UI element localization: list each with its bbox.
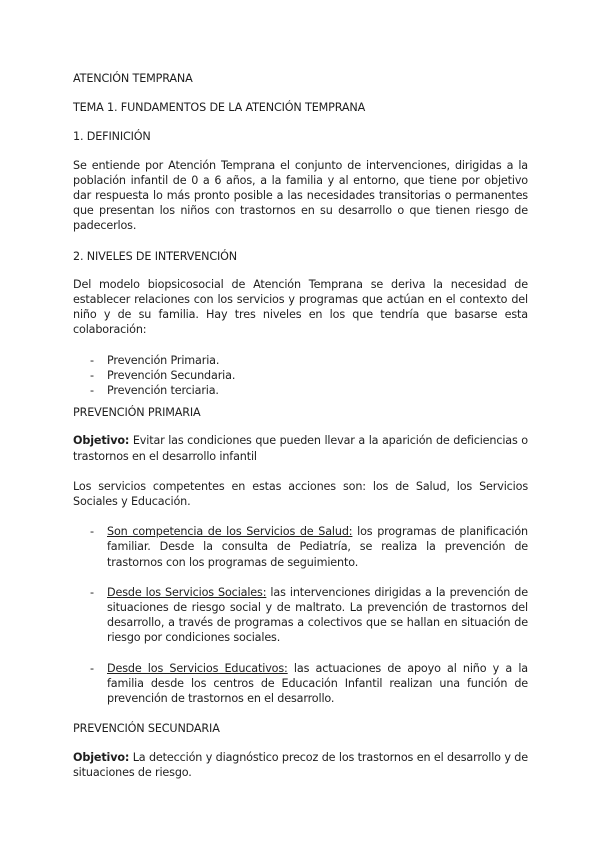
levels-list (73, 353, 528, 399)
primary-services-list (73, 524, 528, 706)
objective-text: Evitar las condiciones que pueden llevar a la aparición de deficiencias o trastornos en el desarrollo infantil (73, 434, 528, 463)
list-item (73, 585, 528, 646)
definition-paragraph: Se entiende por Atención Temprana el conjunto de intervenciones, dirigidas a la población infantil de 0 a 6 años, a la familia y al entorno, que tiene por objetivo dar respuesta lo más pronto posible a las necesidades transitorias o permanentes que presentan los niños con trastornos en su desarrollo o que tienen riesgo de padecerlos. (73, 158, 528, 233)
objective-label: Objetivo: (73, 750, 130, 764)
objective-label: Objetivo: (73, 434, 130, 448)
service-label: Son competencia de los Servicios de Salud: (107, 525, 353, 539)
secondary-heading: PREVENCIÓN SECUNDARIA (73, 722, 220, 736)
service-text: los programas de planificación familiar. Desde la consulta de Pediatría, se realiza la prevención de trastornos con los programas de seguimiento. (107, 525, 528, 569)
document-title: ATENCIÓN TEMPRANA (73, 72, 193, 85)
list-item: - Prevención Secundaria. (73, 368, 528, 383)
topic-heading: TEMA 1. FUNDAMENTOS DE LA ATENCIÓN TEMPRANA (73, 101, 366, 115)
list-item (73, 661, 528, 707)
levels-paragraph: Del modelo biopsicosocial de Atención Temprana se deriva la necesidad de establecer relaciones con los servicios y programas que actúan en el contexto del niño y de su familia. Hay tres niveles en los que tendría que basarse esta colaboración: (73, 277, 528, 337)
list-item: - Prevención terciaria. (73, 383, 528, 398)
primary-objective (73, 433, 528, 463)
service-label: Desde los Servicios Sociales: (107, 585, 267, 599)
service-label: Desde los Servicios Educativos: (107, 661, 288, 675)
levels-heading: 2. NIVELES DE INTERVENCIÓN (73, 249, 238, 263)
secondary-objective (73, 750, 528, 780)
objective-text: La detección y diagnóstico precoz de los trastornos en el desarrollo y de situaciones de riesgo. (73, 750, 528, 779)
list-item (73, 524, 528, 570)
primary-services-paragraph: Los servicios competentes en estas acciones son: los de Salud, los Servicios Sociales y Educación. (73, 479, 528, 509)
definition-heading: 1. DEFINICIÓN (73, 130, 151, 144)
list-item: - Prevención Primaria. (73, 353, 528, 368)
service-text: las intervenciones dirigidas a la prevención de situaciones de riesgo social y de maltrato. La prevención de trastornos del desarrollo, a través de programas a colectivos que se hallan en situación de riesgo por condiciones sociales. (107, 585, 528, 645)
service-text: las actuaciones de apoyo al niño y a la familia desde los centros de Educación Infantil realizan una función de prevención de trastornos en el desarrollo. (107, 661, 528, 706)
primary-heading: PREVENCIÓN PRIMARIA (73, 406, 201, 420)
